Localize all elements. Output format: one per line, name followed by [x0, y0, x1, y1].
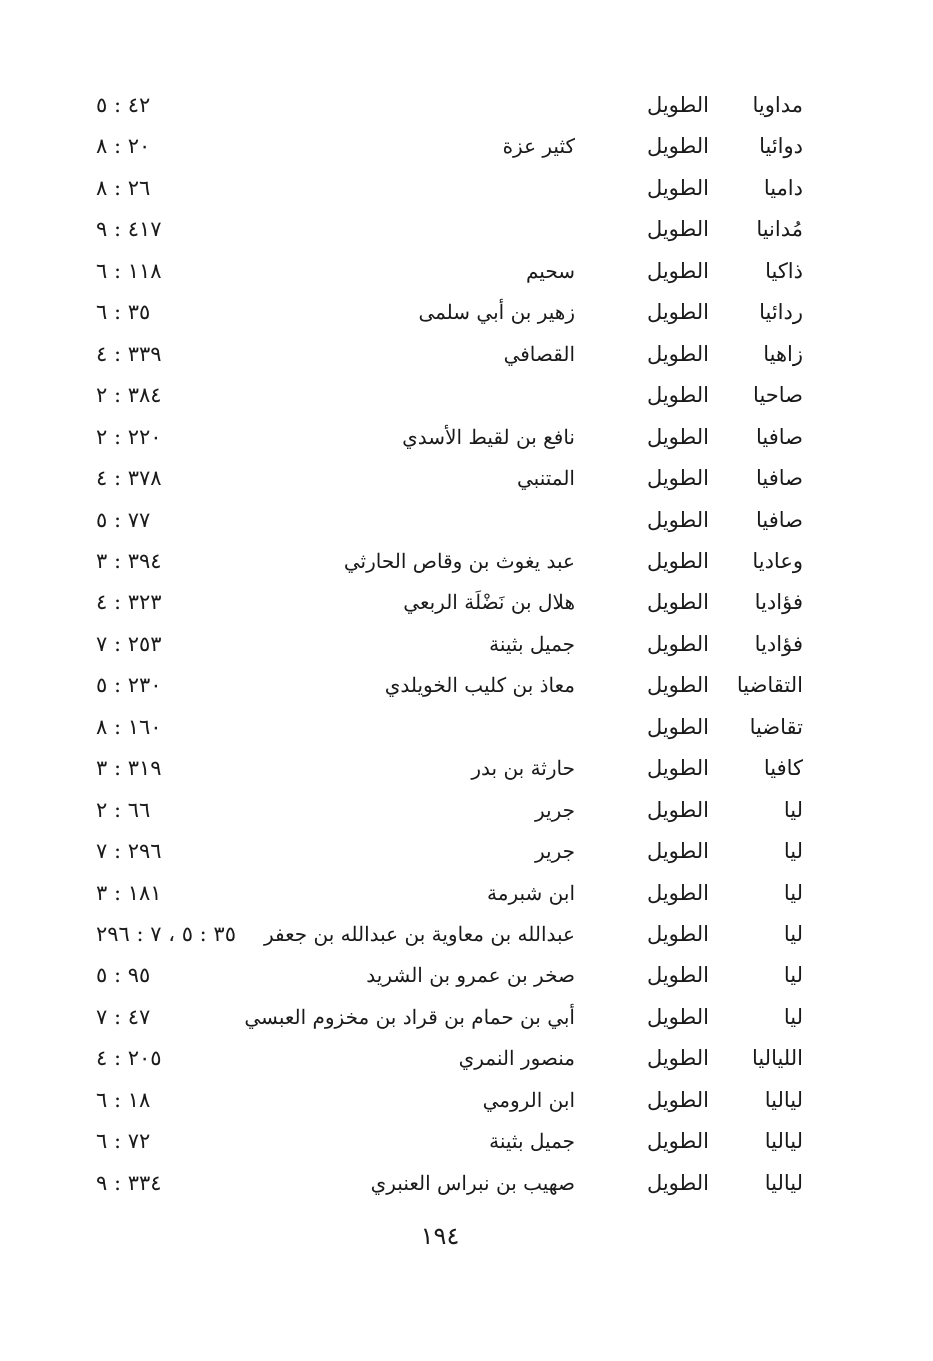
- rhyme-word: صافيا: [755, 507, 803, 532]
- volume-page-ref: ٦٦ : ٢: [96, 797, 151, 822]
- rhyme-word: مُدانيا: [756, 217, 803, 242]
- poet-name: القصافي: [503, 341, 575, 366]
- rhyme-word: فؤاديا: [754, 631, 803, 656]
- meter-name: الطويل: [646, 756, 709, 781]
- index-entry-row: [0, 665, 933, 706]
- index-entry-row: [0, 748, 933, 789]
- meter-name: الطويل: [646, 1004, 709, 1029]
- poet-name: سحيم: [525, 258, 575, 283]
- volume-page-ref: ٣٨٤ : ٢: [96, 383, 162, 408]
- volume-page-ref: ٤٧ : ٧: [96, 1004, 151, 1029]
- meter-name: الطويل: [646, 217, 709, 242]
- poet-name: عبد يغوث بن وقاص الحارثي: [343, 548, 575, 573]
- poet-name: أبي بن حمام بن قراد بن مخزوم العبسي: [244, 1004, 575, 1029]
- rhyme-word: التقاضيا: [736, 673, 803, 698]
- index-entry-row: [0, 873, 933, 914]
- rhyme-word: ليا: [783, 922, 803, 946]
- index-entry-row: [0, 126, 933, 167]
- volume-page-ref: ١١٨ : ٦: [96, 258, 162, 283]
- index-entry-row: [0, 582, 933, 623]
- volume-page-ref: ٢٠٥ : ٤: [96, 1046, 162, 1071]
- volume-page-ref: ٩٥ : ٥: [96, 963, 151, 988]
- index-entry-row: [0, 251, 933, 292]
- volume-page-ref: ٢٩٦ : ٧: [96, 839, 162, 864]
- rhyme-word: ليا: [783, 839, 803, 864]
- rhyme-word: كافيا: [763, 756, 803, 781]
- volume-page-ref: ٧٧ : ٥: [96, 507, 151, 532]
- index-entry-row: [0, 1121, 933, 1162]
- poet-name: صهيب بن نبراس العنبري: [370, 1170, 575, 1195]
- rhyme-word: وعاديا: [752, 548, 803, 573]
- volume-page-ref: ٢٢٠ : ٢: [96, 424, 162, 449]
- index-entry-row: [0, 334, 933, 375]
- index-entry-row: [0, 500, 933, 541]
- meter-name: الطويل: [646, 341, 709, 366]
- volume-page-ref: ٣١٩ : ٣: [96, 756, 162, 781]
- rhyme-word: لياليا: [764, 1170, 803, 1195]
- meter-name: الطويل: [646, 175, 709, 200]
- index-entry-row: [0, 1038, 933, 1079]
- meter-name: الطويل: [646, 548, 709, 573]
- poet-name: هلال بن نَضْلَة الربعي: [403, 590, 575, 615]
- index-entry-row: [0, 292, 933, 333]
- volume-page-ref: ٣٥ : ٥ ، ٧ : ٢٩٦: [96, 922, 236, 946]
- meter-name: الطويل: [646, 797, 709, 822]
- poet-name: معاذ بن كليب الخويلدي: [384, 673, 575, 698]
- meter-name: الطويل: [646, 590, 709, 615]
- rhyme-word: تقاضيا: [749, 714, 803, 739]
- poet-name: منصور النمري: [458, 1046, 575, 1071]
- index-entry-row: [0, 997, 933, 1038]
- meter-name: الطويل: [646, 258, 709, 283]
- volume-page-ref: ٣٢٣ : ٤: [96, 590, 162, 615]
- poet-name: جميل بثينة: [489, 1129, 575, 1154]
- index-entry-row: [0, 790, 933, 831]
- meter-name: الطويل: [646, 714, 709, 739]
- volume-page-ref: ٣٥ : ٦: [96, 300, 151, 325]
- meter-name: الطويل: [646, 963, 709, 988]
- volume-page-ref: ١٦٠ : ٨: [96, 714, 162, 739]
- meter-name: الطويل: [646, 922, 709, 946]
- poet-name: ابن الرومي: [482, 1087, 575, 1112]
- meter-name: الطويل: [646, 1046, 709, 1071]
- rhyme-word: ذاكيا: [765, 258, 803, 283]
- volume-page-ref: ٢٥٣ : ٧: [96, 631, 162, 656]
- volume-page-ref: ٤٢ : ٥: [96, 93, 151, 117]
- rhyme-word: مداويا: [752, 93, 803, 117]
- meter-name: الطويل: [646, 1170, 709, 1195]
- meter-name: الطويل: [646, 466, 709, 491]
- poet-name: جميل بثينة: [489, 631, 575, 656]
- poet-name: عبدالله بن معاوية بن عبدالله بن جعفر: [263, 922, 575, 946]
- index-entry-row: [0, 914, 933, 955]
- index-entry-row: [0, 209, 933, 250]
- volume-page-ref: ١٨١ : ٣: [96, 880, 162, 905]
- meter-name: الطويل: [646, 839, 709, 864]
- volume-page-ref: ٣٣٩ : ٤: [96, 341, 162, 366]
- poet-name: حارثة بن بدر: [471, 756, 575, 781]
- poet-name: صخر بن عمرو بن الشريد: [366, 963, 575, 988]
- rhyme-word: فؤاديا: [754, 590, 803, 615]
- poet-name: نافع بن لقيط الأسدي: [402, 424, 575, 449]
- rhyme-word: ردائيا: [759, 300, 803, 325]
- meter-name: الطويل: [646, 93, 709, 117]
- rhyme-word: ليا: [783, 797, 803, 822]
- rhyme-word: زاهيا: [763, 341, 803, 366]
- index-entry-row: [0, 707, 933, 748]
- rhyme-word: ليا: [783, 880, 803, 905]
- volume-page-ref: ٢٣٠ : ٥: [96, 673, 162, 698]
- volume-page-ref: ٢٦ : ٨: [96, 175, 151, 200]
- meter-name: الطويل: [646, 300, 709, 325]
- meter-name: الطويل: [646, 1087, 709, 1112]
- rhyme-word: صافيا: [755, 424, 803, 449]
- rhyme-word: لياليا: [764, 1087, 803, 1112]
- volume-page-ref: ٢٠ : ٨: [96, 134, 151, 159]
- poet-name: المتنبي: [517, 466, 575, 491]
- meter-name: الطويل: [646, 134, 709, 159]
- meter-name: الطويل: [646, 424, 709, 449]
- poet-name: زهير بن أبي سلمى: [418, 300, 575, 325]
- page-number: ١٩٤: [420, 1222, 460, 1250]
- rhyme-word: صافيا: [755, 466, 803, 491]
- poet-name: جرير: [535, 839, 575, 864]
- rhyme-word: اللياليا: [751, 1046, 803, 1071]
- index-entry-row: [0, 541, 933, 582]
- rhyme-word: داميا: [763, 175, 803, 200]
- volume-page-ref: ٣٣٤ : ٩: [96, 1170, 162, 1195]
- index-entry-row: [0, 375, 933, 416]
- rhyme-word: ليا: [783, 963, 803, 988]
- index-entry-row: [0, 168, 933, 209]
- index-entry-row: [0, 417, 933, 458]
- volume-page-ref: ٣٩٤ : ٣: [96, 548, 162, 573]
- volume-page-ref: ٧٢ : ٦: [96, 1129, 151, 1154]
- poet-name: كثير عزة: [502, 134, 575, 159]
- poet-name: جرير: [535, 797, 575, 822]
- index-entry-row: [0, 458, 933, 499]
- volume-page-ref: ٣٧٨ : ٤: [96, 466, 162, 491]
- meter-name: الطويل: [646, 631, 709, 656]
- volume-page-ref: ٤١٧ : ٩: [96, 217, 162, 242]
- rhyme-word: دوائيا: [759, 134, 803, 159]
- meter-name: الطويل: [646, 880, 709, 905]
- meter-name: الطويل: [646, 1129, 709, 1154]
- index-entry-row: [0, 624, 933, 665]
- poet-name: ابن شبرمة: [487, 880, 575, 905]
- volume-page-ref: ١٨ : ٦: [96, 1087, 151, 1112]
- meter-name: الطويل: [646, 673, 709, 698]
- rhyme-word: صاحيا: [753, 383, 803, 408]
- index-entry-row: [0, 1163, 933, 1204]
- index-entry-row: [0, 85, 933, 126]
- index-entry-row: [0, 831, 933, 872]
- rhyme-word: لياليا: [764, 1129, 803, 1154]
- meter-name: الطويل: [646, 383, 709, 408]
- index-entry-row: [0, 1080, 933, 1121]
- index-entry-row: [0, 955, 933, 996]
- meter-name: الطويل: [646, 507, 709, 532]
- rhyme-word: ليا: [783, 1004, 803, 1029]
